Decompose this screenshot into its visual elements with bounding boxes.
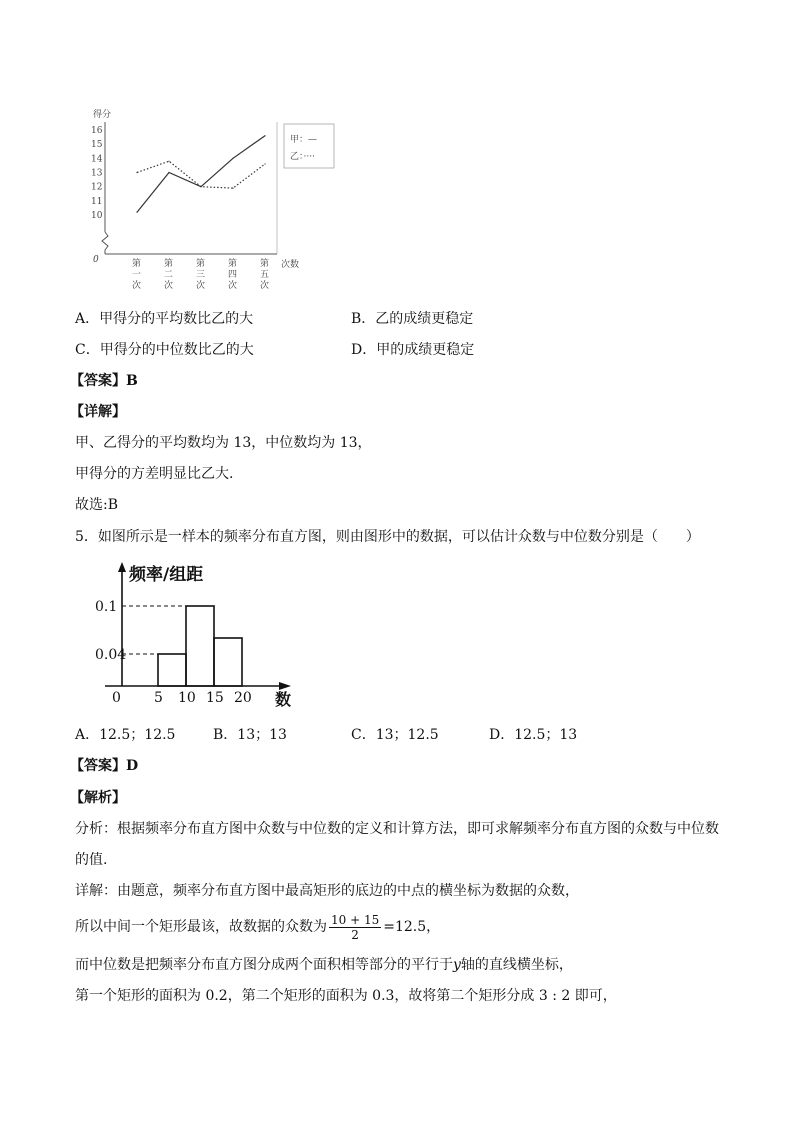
y-tick-14: 14 [91, 154, 103, 165]
point-yi-3 [200, 186, 201, 187]
q4-option-a: A．甲得分的平均数比乙的大 [75, 311, 254, 327]
y-tick-12: 12 [91, 182, 103, 193]
hist-bars [158, 606, 242, 686]
hist-y-tick-0.04: 0.04 [95, 647, 127, 663]
q5-analysis-line-6: 第一个矩形的面积为 0.2，第二个矩形的面积为 0.3，故将第二个矩形分成 3 : 2 即可， [75, 988, 617, 1004]
hist-bar-1 [158, 654, 186, 686]
fraction-denominator: 2 [351, 927, 359, 942]
q5-line5-prefix: 而中位数是把频率分布直方图分成两个面积相等部分的平行于 [75, 957, 453, 973]
y-tick-15: 15 [91, 140, 103, 151]
histogram-chart [95, 558, 320, 710]
hist-title: 频率/组距 [129, 565, 204, 585]
hist-x-label: 数 [275, 690, 292, 709]
x-tick-5-char-3: 次 [260, 281, 270, 291]
point-yi-4 [232, 188, 233, 189]
x-tick-2-char-3: 次 [164, 281, 174, 291]
x-tick-1-char-2: 一 [132, 270, 142, 280]
y-tick-16: 16 [91, 126, 103, 136]
x-tick-5-char-1: 第 [260, 259, 270, 269]
series-line-jia [137, 136, 265, 213]
x-tick-2-char-1: 第 [164, 259, 174, 269]
point-yi-1 [136, 172, 137, 173]
x-tick-3-char-1: 第 [196, 259, 206, 269]
y-tick-13: 13 [91, 168, 103, 179]
q4-option-d: D．甲的成绩更稳定 [351, 342, 475, 358]
q4-option-c: C．甲得分的中位数比乙的大 [75, 342, 254, 358]
y-tick-labels [91, 126, 103, 221]
hist-x-tick-20: 20 [234, 690, 252, 706]
hist-x-tick-10: 10 [178, 690, 196, 706]
mode-fraction [329, 913, 381, 942]
q5-analysis-line-2: 的值. [75, 852, 108, 868]
series-line-yi [137, 161, 265, 188]
q4-detail-line-2: 甲得分的方差明显比乙大. [75, 466, 234, 482]
q5-option-c: C．13；12.5 [351, 727, 439, 743]
q4-detail-line-3: 故选:B [75, 497, 119, 513]
hist-bar-3 [214, 638, 242, 686]
point-jia-1 [136, 212, 137, 213]
q5-line5-var: y [453, 957, 461, 973]
y-tick-10: 10 [91, 211, 103, 221]
x-tick-4-char-3: 次 [228, 281, 238, 291]
q5-question: 5．如图所示是一样本的频率分布直方图，则由图形中的数据，可以估计众数与中位数分别是（ ） [75, 529, 700, 545]
y-axis-label: 得分 [93, 110, 112, 120]
point-jia-2 [168, 172, 169, 173]
hist-x-arrow [279, 682, 291, 690]
hist-guide-lines [122, 606, 186, 654]
q4-option-b: B．乙的成绩更稳定 [351, 311, 474, 327]
fraction-numerator: 10 + 15 [331, 912, 380, 927]
x-tick-4-char-2: 四 [228, 270, 238, 280]
q4-detail-line-1: 甲、乙得分的平均数均为 13，中位数均为 13， [75, 435, 372, 451]
x-tick-3-char-3: 次 [196, 281, 206, 291]
q5-analysis-line-3: 详解：由题意，频率分布直方图中最高矩形的底边的中点的横坐标为数据的众数， [75, 883, 579, 899]
x-tick-labels [132, 257, 269, 291]
series-group [136, 135, 265, 213]
q5-line5-suffix: 轴的直线横坐标， [460, 957, 573, 973]
q4-answer: 【答案】B [70, 373, 138, 389]
x-tick-3-char-2: 三 [196, 270, 206, 280]
legend-entry-yi: 乙：···· [290, 152, 315, 162]
point-yi-2 [168, 161, 169, 162]
q5-analysis-line-1: 分析：根据频率分布直方图中众数与中位数的定义和计算方法，即可求解频率分布直方图的众数与中位数 [75, 821, 719, 837]
origin-label: 0 [93, 255, 99, 265]
x-tick-4-char-1: 第 [228, 259, 238, 269]
legend-entry-jia: 甲：— [290, 135, 318, 145]
q5-analysis-line-4 [75, 912, 440, 942]
q5-analysis-line-5 [75, 955, 573, 975]
q5-line4-prefix: 所以中间一个矩形最该，故数据的众数为 [75, 919, 327, 935]
q5-option-a: A．12.5；12.5 [75, 727, 176, 743]
x-tick-5-char-2: 五 [260, 270, 270, 280]
x-tick-1-char-3: 次 [132, 281, 142, 291]
q5-option-b: B．13；13 [213, 727, 287, 743]
q5-answer: 【答案】D [70, 758, 139, 774]
q5-analysis-heading: 【解析】 [70, 790, 126, 806]
hist-x-tick-0: 0 [112, 690, 121, 706]
point-jia-5 [264, 135, 265, 136]
y-axis-break [102, 232, 108, 254]
q4-detail-heading: 【详解】 [70, 404, 126, 420]
point-jia-4 [232, 158, 233, 159]
q5-line4-suffix: =12.5， [383, 919, 441, 935]
point-yi-5 [264, 163, 265, 164]
x-tick-2-char-2: 二 [164, 270, 174, 280]
x-axis-label: 次数 [281, 260, 300, 270]
y-tick-11: 11 [91, 196, 103, 207]
hist-y-arrow [118, 562, 126, 572]
hist-bar-2 [186, 606, 214, 686]
x-tick-1-char-1: 第 [132, 259, 142, 269]
hist-x-tick-15: 15 [206, 690, 224, 706]
hist-x-tick-5: 5 [154, 690, 163, 706]
hist-x-tick-labels [112, 690, 252, 706]
q5-option-d: D．12.5；13 [489, 727, 578, 743]
hist-y-tick-0.1: 0.1 [95, 599, 118, 615]
line-chart [85, 100, 345, 300]
